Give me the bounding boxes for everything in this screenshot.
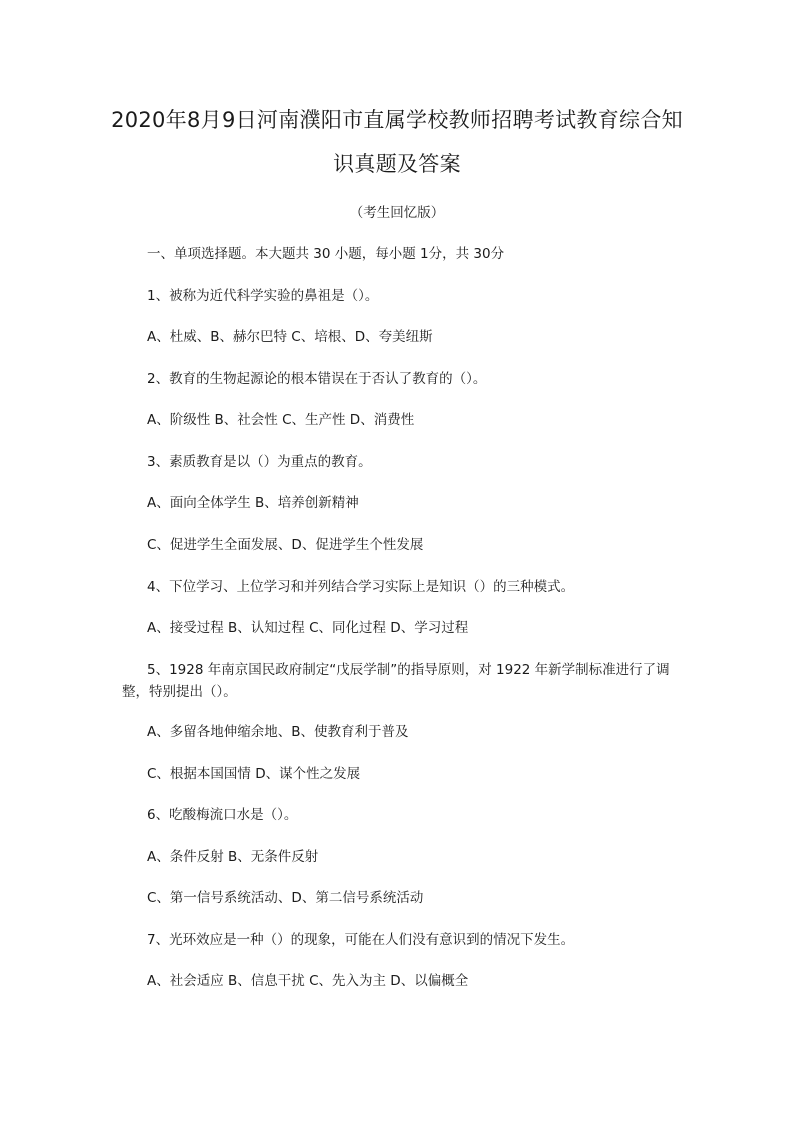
question-5-options-line-2: C、根据本国国情 D、谋个性之发展 (147, 766, 361, 782)
question-5-stem: 5、1928 年南京国民政府制定“戊辰学制”的指导原则，对 1922 年新学制标准进行了调整，特别提出（）。 (122, 662, 670, 700)
question-1-stem: 1、被称为近代科学实验的鼻祖是（）。 (147, 288, 379, 304)
question-1-options: A、杜威、B、赫尔巴特 C、培根、D、夸美纽斯 (147, 329, 433, 345)
question-7-stem: 7、光环效应是一种（）的现象，可能在人们没有意识到的情况下发生。 (147, 932, 575, 948)
document-subtitle: （考生回忆版） (349, 205, 445, 221)
question-6-options-line-2: C、第一信号系统活动、D、第二信号系统活动 (147, 890, 424, 906)
question-4-options: A、接受过程 B、认知过程 C、同化过程 D、学习过程 (147, 620, 469, 636)
question-4-stem: 4、下位学习、上位学习和并列结合学习实际上是知识（）的三种模式。 (147, 579, 575, 595)
question-3-options-line-1: A、面向全体学生 B、培养创新精神 (147, 495, 359, 511)
question-6-stem: 6、吃酸梅流口水是（）。 (147, 807, 298, 823)
question-5-options-line-1: A、多留各地伸缩余地、B、使教育利于普及 (147, 724, 409, 740)
section-heading: 一、单项选择题。本大题共 30 小题，每小题 1分，共 30分 (147, 246, 505, 262)
question-3-stem: 3、素质教育是以（）为重点的教育。 (147, 454, 372, 470)
document-title: 2020年8月9日河南濮阳市直属学校教师招聘考试教育综合知识真题及答案 (111, 108, 683, 176)
question-2-stem: 2、教育的生物起源论的根本错误在于否认了教育的（）。 (147, 371, 487, 387)
question-7-options: A、社会适应 B、信息干扰 C、先入为主 D、以偏概全 (147, 973, 469, 989)
question-6-options-line-1: A、条件反射 B、无条件反射 (147, 849, 319, 865)
question-2-options: A、阶级性 B、社会性 C、生产性 D、消费性 (147, 412, 415, 428)
question-3-options-line-2: C、促进学生全面发展、D、促进学生个性发展 (147, 537, 424, 553)
